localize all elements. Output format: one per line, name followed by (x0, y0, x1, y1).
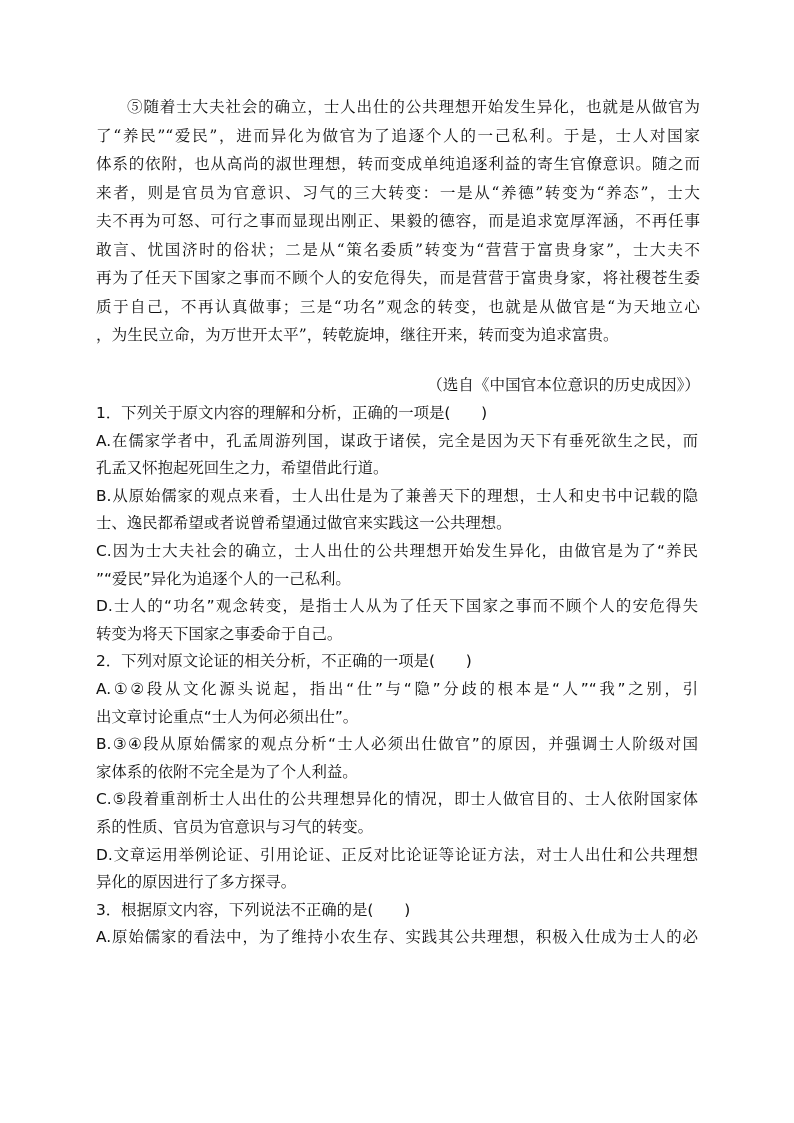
question-2-option-d: D.文章运用举例论证、引用论证、正反对比论证等论证方法，对士人出仕和公共理想 (96, 845, 698, 864)
question-3-option-a: A.原始儒家的看法中，为了维持小农生存、实践其公共理想，积极入仕成为士人的必 (96, 928, 698, 947)
question-2-stem: 2．下列对原文论证的相关分析，不正确的一项是( ) (96, 652, 472, 671)
question-1-option-c-cont: ”“爱民”异化为追逐个人的一己私利。 (96, 569, 351, 588)
question-1-option-a: A.在儒家学者中，孔孟周游列国，谋政于诸侯，完全是因为天下有垂死欲生之民，而 (96, 431, 698, 450)
question-1-option-c: C.因为士大夫社会的确立，士人出仕的公共理想开始发生异化，由做官是为了“养民 (96, 541, 698, 560)
question-1-option-d-cont: 转变为将天下国家之事委命于自己。 (96, 624, 343, 643)
question-2-option-b: B.③④段从原始儒家的观点分析“士人必须出仕做官”的原因，并强调士人阶级对国 (96, 735, 698, 754)
passage-line: 质于自己，不再认真做事；三是“功名”观念的转变，也就是从做官是“为天地立心 (96, 297, 700, 316)
passage-line: 体系的依附，也从高尚的淑世理想，转而变成单纯追逐利益的寄生官僚意识。随之而 (96, 155, 700, 173)
passage-line: ，为生民立命，为万世开太平”，转乾旋坤，继往开来，转而变为追求富贵。 (96, 326, 619, 344)
passage-line: 夫不再为可怒、可行之事而显现出刚正、果毅的德容，而是追求宽厚浑涵，不再任事 (96, 212, 700, 230)
question-list (96, 400, 698, 952)
passage-paragraph-5 (96, 93, 700, 350)
question-2-option-b-cont: 家体系的依附不完全是为了个人利益。 (96, 762, 358, 781)
passage-line: 再为了任天下国家之事而不顾个人的安危得失，而是营营于富贵身家，将社稷苍生委 (96, 269, 700, 287)
passage-line: 敢言、忧国济时的俗状；二是从“策名委质”转变为“营营于富贵身家”，士大夫不 (96, 240, 700, 259)
question-1-option-a-cont: 孔孟又怀抱起死回生之力，希望借此行道。 (96, 459, 389, 478)
passage-line: 了“养民”“爱民”，进而异化为做官为了追逐个人的一己私利。于是，士人对国家 (96, 126, 700, 145)
passage-source: （选自《中国官本位意识的历史成因》） (427, 376, 700, 394)
question-3-stem: 3．根据原文内容，下列说法不正确的是( ) (96, 900, 411, 919)
question-2-option-c-cont: 系的性质、官员为官意识与习气的转变。 (96, 817, 374, 836)
question-1-option-d: D.士人的“功名”观念转变，是指士人从为了任天下国家之事而不顾个人的安危得失 (96, 597, 698, 616)
question-2-option-a-cont: 出文章讨论重点“士人为何必须出仕”。 (96, 707, 359, 726)
passage-line: 来者，则是官员为官意识、习气的三大转变：一是从“养德”转变为“养态”，士大 (96, 183, 700, 202)
question-1-stem: 1．下列关于原文内容的理解和分析，正确的一项是( ) (96, 404, 488, 422)
question-2-option-c: C.⑤段着重剖析士人出仕的公共理想异化的情况，即士人做官目的、士人依附国家体 (96, 790, 698, 809)
passage-line: ⑤随着士大夫社会的确立，士人出仕的公共理想开始发生异化，也就是从做官为 (127, 98, 700, 116)
question-1-option-b-cont: 士、逸民都希望或者说曾希望通过做官来实践这一公共理想。 (96, 514, 512, 533)
question-2-option-d-cont: 异化的原因进行了多方探寻。 (96, 873, 297, 892)
question-1-option-b: B.从原始儒家的观点来看，士人出仕是为了兼善天下的理想，士人和史书中记载的隐 (96, 486, 698, 505)
question-2-option-a: A.①②段从文化源头说起，指出“仕”与“隐”分歧的根本是“人”“我”之别，引 (96, 679, 698, 698)
